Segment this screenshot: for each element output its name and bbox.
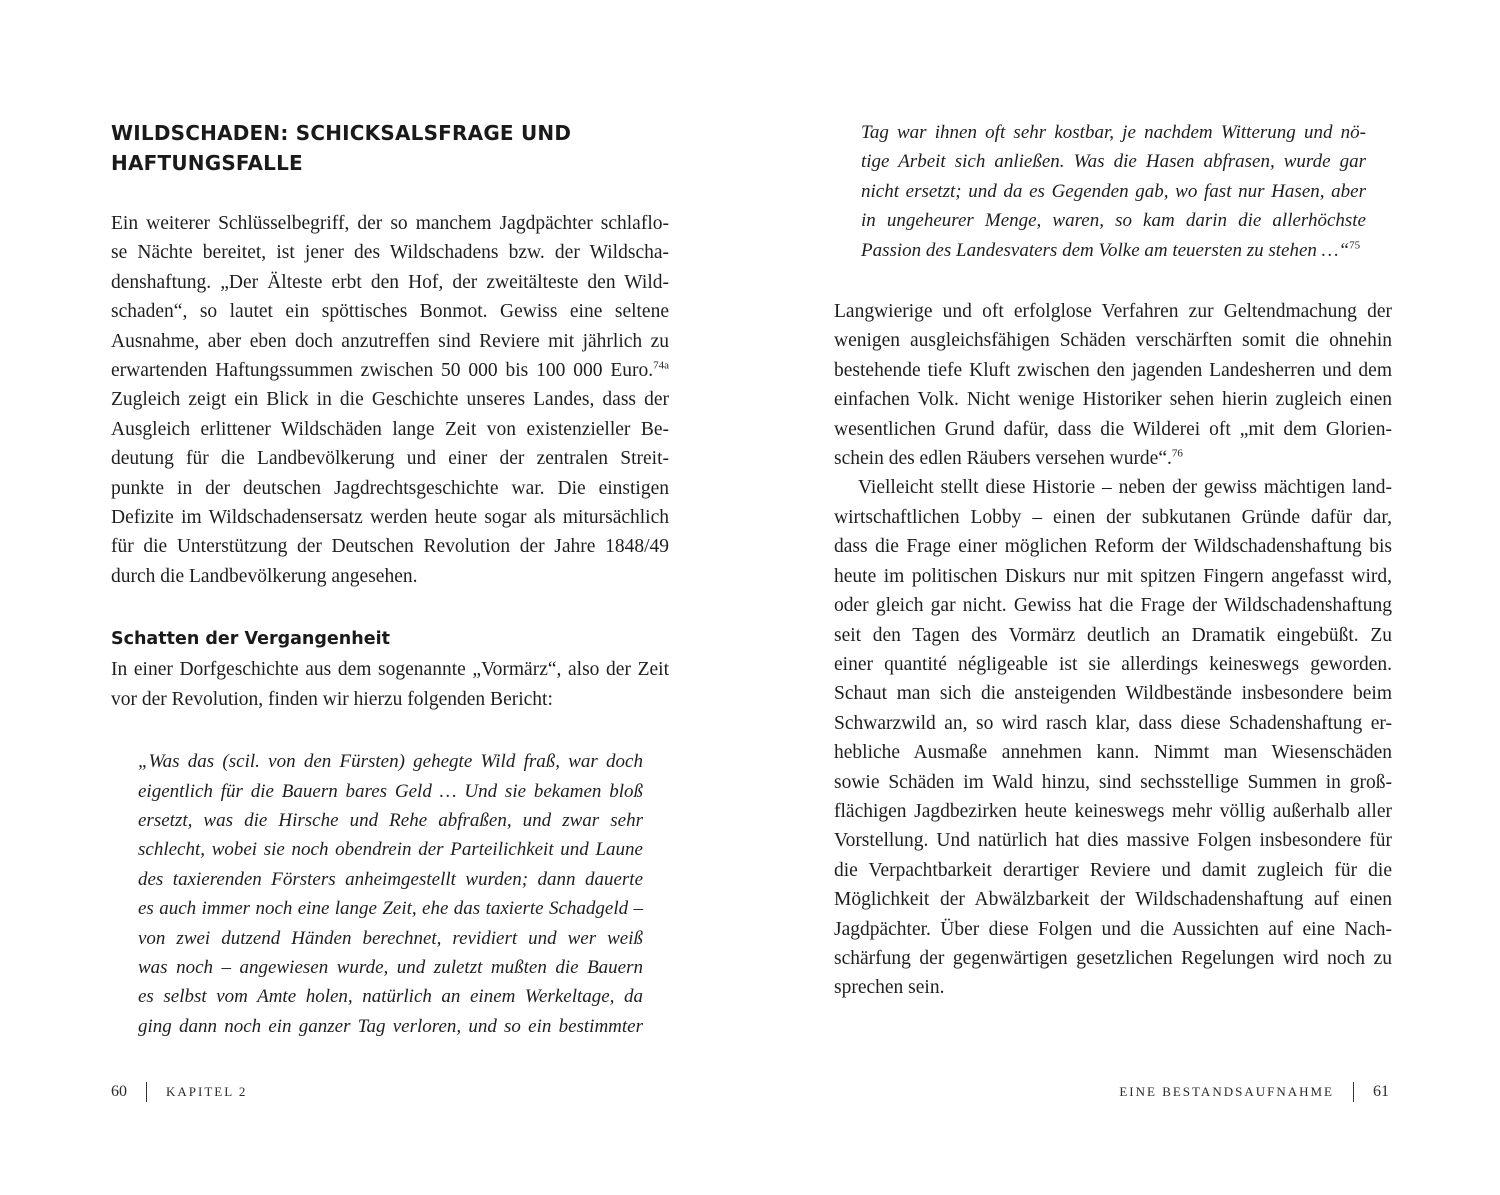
text-line: oder gleich gar nicht. Gewiss hat die Frage der Wildschadenshaftung	[834, 595, 1392, 617]
page-number: 60	[111, 1083, 127, 1100]
section-heading-line: WILDSCHADEN: SCHICKSALSFRAGE UND	[111, 121, 572, 145]
text-line: Vielleicht stellt diese Historie – neben der gewiss mächtigen land-	[858, 477, 1392, 499]
quote-line: „Was das (scil. von den Fürsten) gehegte Wild fraß, war doch	[138, 751, 643, 773]
quote-line: in ungeheurer Menge, waren, so kam darin die allerhöchste	[861, 210, 1366, 232]
footnote-marker: 74a	[653, 359, 669, 372]
text-line: denshaftung. „Der Älteste erbt den Hof, der zweitälteste den Wild-	[111, 271, 669, 293]
text-line: wirtschaftlichen Lobby – einen der subkutanen Gründe dafür dar,	[834, 506, 1392, 528]
running-head: KAPITEL 2	[166, 1084, 248, 1099]
text-line: se Nächte bereitet, ist jener des Wildschadens bzw. der Wildscha-	[111, 242, 669, 264]
quote-line: eigentlich für die Bauern bares Geld … Und sie bekamen bloß	[138, 780, 643, 802]
text-line: Zugleich zeigt ein Blick in die Geschichte unseres Landes, dass der	[111, 389, 669, 411]
paragraph-vormaerz	[111, 655, 669, 714]
sub-heading: Schatten der Vergangenheit	[111, 629, 390, 650]
text-line: wenigen ausgleichsfähigen Schäden verschärften somit die ohnehin	[834, 330, 1392, 352]
right-page-footer	[1119, 1080, 1389, 1104]
quote-line: des taxierenden Försters anheimgestellt wurden; dann dauerte	[138, 868, 643, 890]
quote-line-content: Passion des Landesvaters dem Volke am teuersten zu stehen …“	[861, 239, 1350, 261]
text-line	[111, 356, 669, 385]
text-line: Schwarzwild an, so wird rasch klar, dass diese Schadenshaftung er-	[834, 712, 1392, 734]
block-quote	[138, 747, 643, 1041]
text-line: schaden“, so lautet ein spöttisches Bonmot. Gewiss eine seltene	[111, 301, 669, 323]
footnote-marker: 75	[1349, 239, 1361, 252]
text-line: Jagdpächter. Über diese Folgen und die Aussichten auf eine Nach-	[834, 918, 1392, 940]
text-line: für die Unterstützung der Deutschen Revolution der Jahre 1848/49	[111, 536, 669, 558]
left-page-footer	[111, 1080, 247, 1104]
running-head: EINE BESTANDSAUFNAHME	[1119, 1084, 1334, 1099]
text-line: wesentlichen Grund dafür, dass die Wilderei oft „mit dem Glorien-	[834, 418, 1392, 440]
text-line: Vorstellung. Und natürlich hat dies massive Folgen insbesondere für	[834, 830, 1392, 852]
text-line: einfachen Volk. Nicht wenige Historiker sehen hierin zugleich einen	[834, 389, 1392, 411]
text-line: Langwierige und oft erfolglose Verfahren zur Geltendmachung der	[834, 301, 1392, 323]
footer-divider	[146, 1082, 147, 1102]
quote-line: es selbst vom Amte holen, natürlich an einem Werkeltage, da	[138, 986, 643, 1008]
quote-line: es auch immer noch eine lange Zeit, ehe das taxierte Schadgeld –	[138, 898, 643, 920]
text-line	[834, 444, 1392, 473]
page-number: 61	[1373, 1083, 1389, 1100]
text-line-content: schein des edlen Räubers versehen wurde“.	[834, 448, 1172, 470]
text-line: Schaut man sich die ansteigenden Wildbestände insbesondere beim	[834, 683, 1392, 705]
paragraph-historie	[834, 473, 1392, 1002]
section-heading	[111, 118, 669, 178]
quote-line: schlecht, wobei sie noch obendrein der Parteilichkeit und Laune	[138, 839, 643, 861]
text-line: Defizite im Wildschadensersatz werden heute sogar als mitursächlich	[111, 507, 669, 529]
text-line: schärfung der gegenwärtigen gesetzlichen Regelungen wird noch zu	[834, 947, 1392, 969]
text-line: sowie Schäden im Wald hinzu, sind sechsstellige Summen in groß-	[834, 771, 1392, 793]
text-line: seit den Tagen des Vormärz deutlich an Dramatik eingebüßt. Zu	[834, 624, 1392, 646]
text-line: dass die Frage einer möglichen Reform der Wildschadenshaftung bis	[834, 536, 1392, 558]
text-line: In einer Dorfgeschichte aus dem sogenannte „Vormärz“, also der Zeit	[111, 659, 669, 681]
text-line: vor der Revolution, finden wir hierzu folgenden Bericht:	[111, 688, 553, 710]
footnote-marker: 76	[1171, 447, 1183, 460]
text-line: Ein weiterer Schlüsselbegriff, der so manchem Jagdpächter schlaflo-	[111, 213, 669, 234]
text-line: Möglichkeit der Abwälzbarkeit der Wildschadenshaftung auf einen	[834, 889, 1392, 911]
right-text-column	[834, 118, 1392, 1003]
text-line: punkte in der deutschen Jagdrechtsgeschichte war. Die einstigen	[111, 477, 669, 499]
text-line-content: erwartenden Haftungssummen zwischen 50 000 bis 100 000 Euro.	[111, 360, 654, 382]
text-line: sprechen sein.	[834, 977, 945, 999]
quote-line: was noch – angewiesen wurde, und zuletzt mußten die Bauern	[138, 956, 643, 978]
text-line: heute im politischen Diskurs nur mit spitzen Fingern angefasst wird,	[834, 565, 1392, 587]
quote-line: ging dann noch ein ganzer Tag verloren, und so ein bestimmter	[138, 1015, 643, 1037]
text-line: Ausgleich erlittener Wildschäden lange Zeit von existenzieller Be-	[111, 418, 669, 440]
text-line: die Verpachtbarkeit derartiger Reviere und damit zugleich für die	[834, 859, 1392, 881]
text-line: Ausnahme, aber eben doch anzutreffen sind Reviere mit jährlich zu	[111, 330, 669, 352]
text-line: bestehende tiefe Kluft zwischen den jagenden Landesherren und dem	[834, 359, 1392, 381]
quote-line: tige Arbeit sich anließen. Was die Hasen abfrasen, wurde gar	[861, 151, 1366, 173]
left-text-column	[111, 118, 669, 1041]
quote-line: Tag war ihnen oft sehr kostbar, je nachdem Witterung und nö-	[861, 122, 1366, 143]
paragraph-wildschaden	[111, 209, 669, 591]
block-quote-continued	[861, 118, 1366, 265]
quote-line: nicht ersetzt; und da es Gegenden gab, wo fast nur Hasen, aber	[861, 180, 1366, 202]
quote-line: ersetzt, was die Hirsche und Rehe abfraßen, und zwar sehr	[138, 809, 643, 831]
quote-line: von zwei dutzend Händen berechnet, revidiert und wer weiß	[138, 927, 643, 949]
text-line: deutung für die Landbevölkerung und einer der zentralen Streit-	[111, 448, 669, 470]
footer-divider	[1353, 1082, 1354, 1102]
text-line: durch die Landbevölkerung angesehen.	[111, 565, 418, 587]
text-line: flächigen Jagdbezirken heute keineswegs mehr völlig außerhalb aller	[834, 800, 1392, 822]
text-line: hebliche Ausmaße annehmen kann. Nimmt man Wiesenschäden	[834, 742, 1392, 764]
text-line: einer quantité négligeable ist sie allerdings keineswegs geworden.	[834, 653, 1392, 675]
section-heading-line: HAFTUNGSFALLE	[111, 151, 303, 175]
quote-line	[861, 236, 1366, 265]
right-page	[750, 0, 1500, 1195]
paragraph-verfahren	[834, 297, 1392, 473]
